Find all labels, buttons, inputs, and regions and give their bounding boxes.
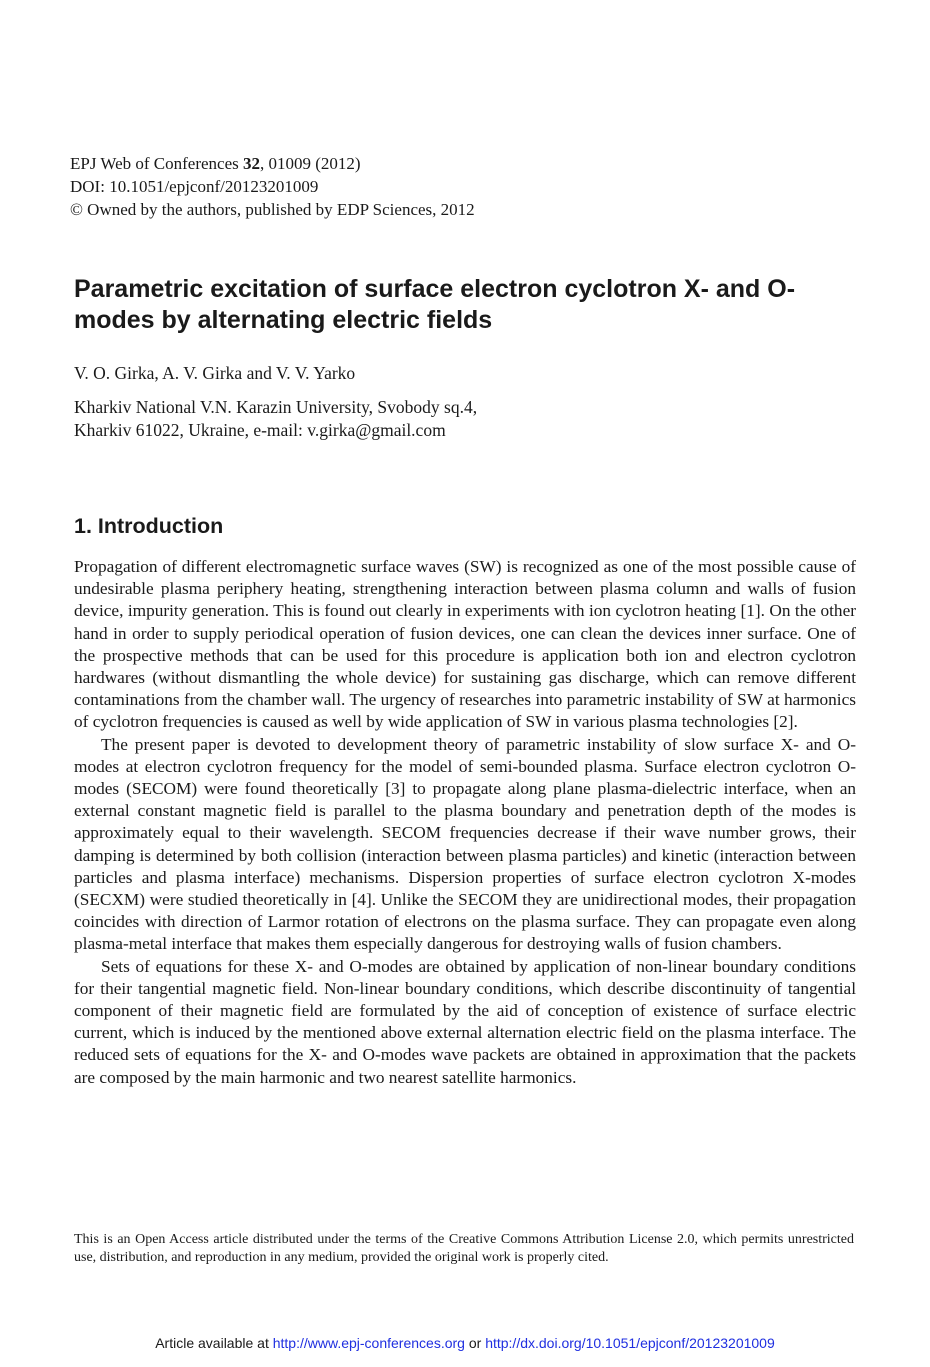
body-paragraph-2: The present paper is devoted to development theory of parametric instability of slow surface X- and O-modes at electron cyclotron frequency for the model of semi-bounded plasma. Surface electron cyclotron O-modes (SECOM) were found theoretically [3] to propagate along plane plasma-dielectric interface, when an external constant magnetic field is parallel to the plasma boundary and penetration depth of the modes is approximately equal to their wavelength. SECOM frequencies decrease if their wave number grows, their damping is determined by both collision (interaction between plasma particles) and kinetic (interaction between particles and plasma interface) mechanisms. Dispersion properties of surface electron cyclotron X-modes (SECXM) were studied theoretically in [4]. Unlike the SECOM they are unidirectional modes, their propagation coincides with direction of Larmor rotation of electrons on the plasma surface. They can propagate even along plasma-metal interface that makes them especially dangerous for destroying walls of fusion chambers. (74, 734, 856, 954)
body-paragraph-1: Propagation of different electromagnetic surface waves (SW) is recognized as one of the most possible cause of undesirable plasma periphery heating, strengthening interaction between plasma column and walls of fusion device, impurity generation. This is found out clearly in experiments with ion cyclotron heating [1]. On the other hand in order to supply periodical operation of fusion devices, one can clean the devices inner surface. One of the prospective methods that can be used for this procedure is application both ion and electron cyclotron hardwares (without dismantling the whole device) for sustaining gas discharge, which can remove different contaminations from the chamber wall. The urgency of researches into parametric instability of SW at harmonics of cyclotron frequencies is caused as well by wide application of SW in various plasma technologies [2]. (74, 557, 856, 732)
journal-website-link[interactable]: http://www.epj-conferences.org (272, 1335, 465, 1351)
license-notice: This is an Open Access article distributed under the terms of the Creative Commons Attribution License 2.0, which permits unrestricted use, distribution, and reproduction in any medium, provided the original work is properly cited. (74, 1232, 854, 1265)
introduction-body (74, 556, 856, 1089)
journal-name: EPJ Web of Conferences (70, 154, 243, 173)
journal-volume: 32 (243, 154, 260, 173)
journal-citation (70, 152, 570, 175)
copyright-line: © Owned by the authors, published by EDP Sciences, 2012 (70, 200, 475, 219)
footer-middle: or (464, 1335, 486, 1351)
affiliation (74, 396, 594, 441)
doi-link[interactable]: http://dx.doi.org/10.1051/epjconf/20123201009 (485, 1335, 775, 1351)
journal-article-number: , 01009 (2012) (260, 154, 361, 173)
affiliation-line-1: Kharkiv National V.N. Karazin University, Svobody sq.4, (74, 397, 478, 417)
section-heading-introduction: 1. Introduction (74, 514, 224, 538)
article-footer (0, 1334, 930, 1352)
affiliation-line-2: Kharkiv 61022, Ukraine, e-mail: v.girka@gmail.com (74, 419, 446, 440)
publication-header (70, 152, 570, 221)
footer-prefix: Article available at (155, 1335, 273, 1351)
doi-line: DOI: 10.1051/epjconf/20123201009 (70, 177, 319, 196)
author-list: V. O. Girka, A. V. Girka and V. V. Yarko (74, 363, 356, 383)
body-paragraph-3: Sets of equations for these X- and O-modes are obtained by application of non-linear boundary conditions for their tangential magnetic field. Non-linear boundary conditions, which describe discontinuity of tangential component of their magnetic field are formulated by the aid of conception of existence of surface electric current, which is induced by the mentioned above external alternation electric field on the plasma interface. The reduced sets of equations for the X- and O-modes wave packets are obtained in approximation that the packets are composed by the main harmonic and two nearest satellite harmonics. (74, 956, 856, 1087)
paper-title: Parametric excitation of surface electron cyclotron X- and O-modes by alternating electric fields (74, 275, 796, 334)
